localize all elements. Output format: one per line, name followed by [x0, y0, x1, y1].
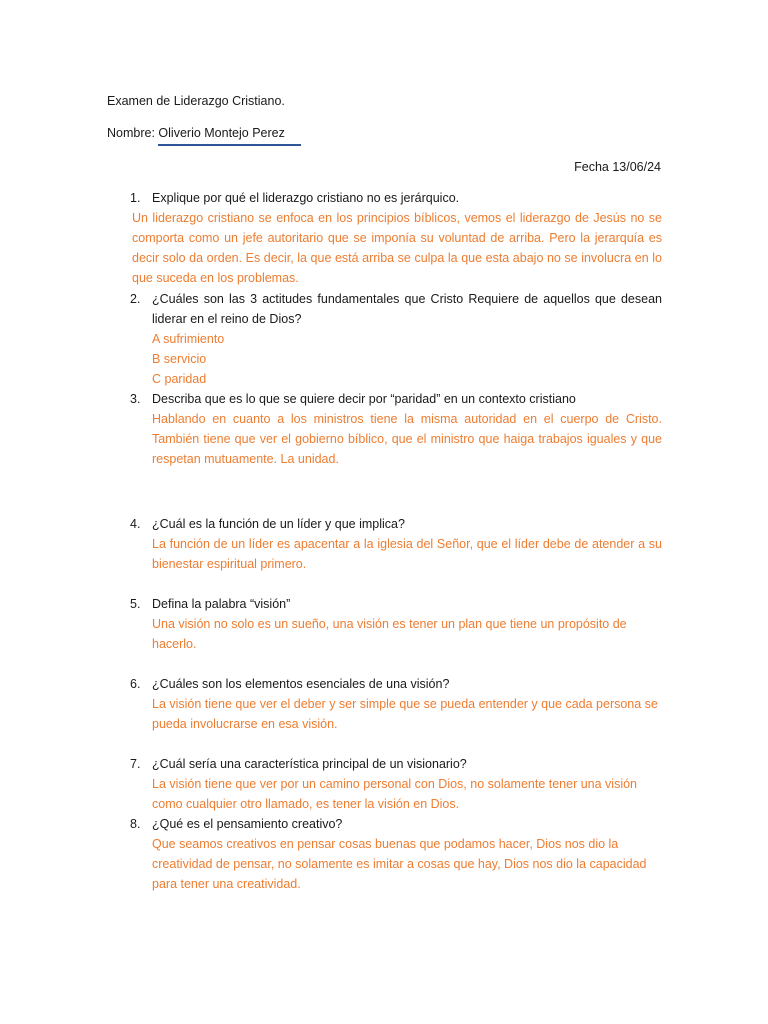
answer-line: La visión tiene que ver por un camino personal con Dios, no solamente tener una visión [152, 777, 638, 791]
name-underline [158, 144, 300, 146]
answer-line: B servicio [152, 352, 207, 366]
answer-line: Que seamos creativos en pensar cosas buenas que podamos hacer, Dios nos dio la [152, 837, 619, 851]
question-number: 5. [130, 597, 141, 611]
question-number: 3. [130, 392, 141, 406]
answer-line: creatividad de pensar, no solamente es imitar a cosas que hay, Dios nos dio la capacidad [152, 857, 647, 871]
name-value-text: Oliverio Montejo Perez [158, 126, 285, 140]
question-text: ¿Cuál es la función de un líder y que implica? [152, 517, 405, 531]
answer-3 [152, 409, 662, 469]
answer-line: Un liderazgo cristiano se enfoca en los principios bíblicos, vemos el liderazgo de Jesús no se [132, 211, 662, 225]
answer-5 [152, 614, 662, 654]
answer-line: También tiene que ver el gobierno bíblico, que el ministro que haiga trabajos iguales y que [152, 432, 662, 446]
question-text: ¿Cuál sería una característica principal de un visionario? [152, 757, 467, 771]
question-7 [130, 754, 662, 774]
answer-line: La función de un líder es apacentar a la iglesia del Señor, que el líder debe de atender a su [152, 537, 662, 551]
answer-4 [152, 534, 662, 574]
question-5 [130, 594, 662, 614]
answer-line: hacerlo. [152, 637, 197, 651]
question-text: ¿Qué es el pensamiento creativo? [152, 817, 343, 831]
question-number: 1. [130, 191, 141, 205]
question-text: Defina la palabra “visión” [152, 597, 291, 611]
question-4 [130, 514, 662, 534]
answer-line: pueda involucrarse en esa visión. [152, 717, 338, 731]
question-line: ¿Cuáles son las 3 actitudes fundamentales que Cristo Requiere de aquellos que desean [152, 292, 662, 306]
answer-line: Hablando en cuanto a los ministros tiene la misma autoridad en el cuerpo de Cristo. [152, 412, 662, 426]
name-label: Nombre: [107, 126, 155, 140]
answer-line: A sufrimiento [152, 332, 225, 346]
answer-line: respetan mutuamente. La unidad. [152, 452, 339, 466]
question-2 [130, 289, 662, 329]
answer-2 [152, 329, 452, 389]
question-number: 2. [130, 292, 141, 306]
answer-6 [152, 694, 662, 734]
question-text: ¿Cuáles son los elementos esenciales de una visión? [152, 677, 450, 691]
answer-line: decir solo da orden. Es decir, la que está arriba se culpa la que esta abajo no se involucra en lo [132, 251, 662, 265]
answer-line: que suceda en los problemas. [132, 271, 299, 285]
answer-8 [152, 834, 662, 894]
question-text [152, 289, 662, 329]
question-number: 6. [130, 677, 141, 691]
answer-line: La visión tiene que ver el deber y ser simple que se pueda entender y que cada persona se [152, 697, 658, 711]
answer-line: bienestar espiritual primero. [152, 557, 307, 571]
answer-7 [152, 774, 662, 814]
question-text: Explique por qué el liderazgo cristiano no es jerárquico. [152, 191, 460, 205]
question-number: 4. [130, 517, 141, 531]
answer-line: como cualquier otro llamado, es tener la visión en Dios. [152, 797, 460, 811]
question-8 [130, 814, 662, 834]
question-number: 8. [130, 817, 141, 831]
exam-title: Examen de Liderazgo Cristiano. [107, 94, 285, 108]
question-text: Describa que es lo que se quiere decir por “paridad” en un contexto cristiano [152, 392, 576, 406]
name-row [107, 123, 291, 143]
answer-1 [132, 208, 662, 288]
question-line: liderar en el reino de Dios? [152, 312, 302, 326]
question-number: 7. [130, 757, 141, 771]
answer-line: C paridad [152, 372, 207, 386]
answer-line: Una visión no solo es un sueño, una visión es tener un plan que tiene un propósito de [152, 617, 627, 631]
question-3 [130, 389, 662, 409]
question-6 [130, 674, 662, 694]
answer-line: comporta como un jefe autoritario que se imponía su voluntad de arriba. Pero la jerarquía es [132, 231, 662, 245]
exam-date: Fecha 13/06/24 [574, 160, 661, 174]
question-1 [130, 188, 662, 208]
name-value [158, 123, 290, 143]
answer-line: para tener una creatividad. [152, 877, 301, 891]
